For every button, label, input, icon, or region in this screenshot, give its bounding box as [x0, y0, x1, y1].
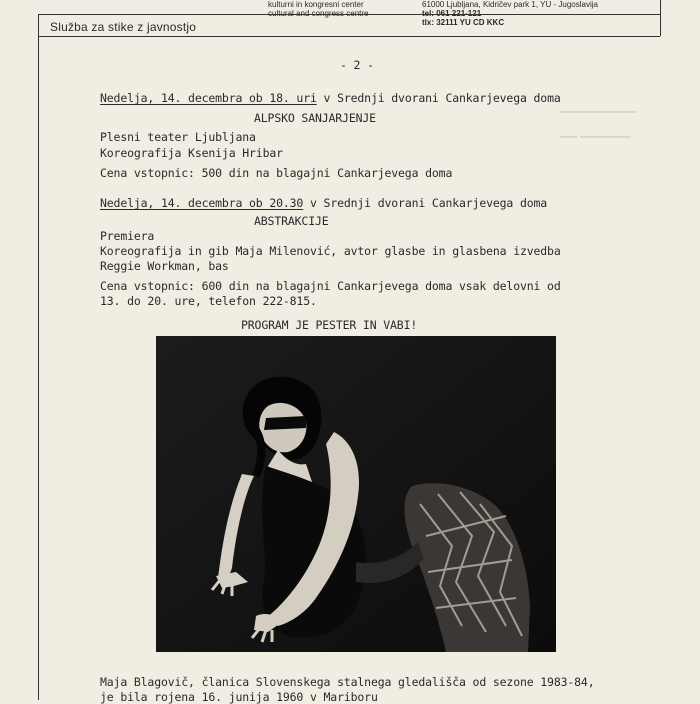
top-rule: [38, 14, 660, 15]
event1-venue: v Srednji dvorani Cankarjevega doma: [316, 91, 561, 105]
page-number: - 2 -: [340, 58, 374, 72]
letterhead-line-1: kulturni in kongresni center: [268, 0, 364, 9]
event1-company: Plesni teater Ljubljana: [100, 130, 256, 144]
letterhead-org: [268, 0, 369, 18]
event2-date-line: [100, 196, 547, 210]
event2-title: ABSTRAKCIJE: [254, 214, 329, 228]
letterhead-tel: tel: 061 221-121: [422, 9, 482, 18]
event1-date-line: [100, 91, 561, 105]
letterhead-address: 61000 Ljubljana, Kidričev park 1, YU - Jugoslavija: [422, 0, 598, 9]
event2-price-line-1: Cena vstopnic: 600 din na blagajni Cankarjevega doma vsak delovni od: [100, 279, 561, 293]
dancer-photo-image: [156, 336, 556, 652]
event2-choreography-line-1: Koreografija in gib Maja Milenović, avtor glasbe in glasbena izvedba: [100, 244, 561, 258]
letterhead-tlx: tlx: 32111 YU CD KKC: [422, 18, 505, 27]
slogan: PROGRAM JE PESTER IN VABI!: [241, 318, 418, 332]
event1-title: ALPSKO SANJARJENJE: [254, 111, 376, 125]
event2-venue: v Srednji dvorani Cankarjevega doma: [303, 196, 548, 210]
bio-line-2: je bila rojena 16. junija 1960 v Mariboru: [100, 690, 378, 704]
event2-price-line-2: 13. do 20. ure, telefon 222-815.: [100, 294, 317, 308]
event1-date: Nedelja, 14. decembra ob 18. uri: [100, 91, 317, 105]
dancer-photo: [156, 336, 556, 652]
left-margin-rule: [38, 14, 39, 700]
header-rule: [38, 36, 660, 37]
department-name: Služba za stike z javnostjo: [50, 20, 197, 34]
event2-premiere: Premiera: [100, 229, 155, 243]
right-header-rule: [660, 0, 661, 36]
event2-date: Nedelja, 14. decembra ob 20.30: [100, 196, 304, 210]
bio-line-1: Maja Blagovič, članica Slovenskega stalnega gledališča od sezone 1983-84,: [100, 675, 595, 689]
event1-price: Cena vstopnic: 500 din na blagajni Cankarjevega doma: [100, 166, 453, 180]
bleed-through-mark: ▁▁▁▁▁▁▁▁▁: [560, 101, 637, 113]
event1-choreography: Koreografija Ksenija Hribar: [100, 146, 283, 160]
letterhead-line-2: cultural and congress centre: [268, 9, 369, 18]
event2-choreography-line-2: Reggie Workman, bas: [100, 259, 229, 273]
bleed-through-mark: ▁▁ ▁▁▁▁▁▁: [560, 126, 631, 138]
